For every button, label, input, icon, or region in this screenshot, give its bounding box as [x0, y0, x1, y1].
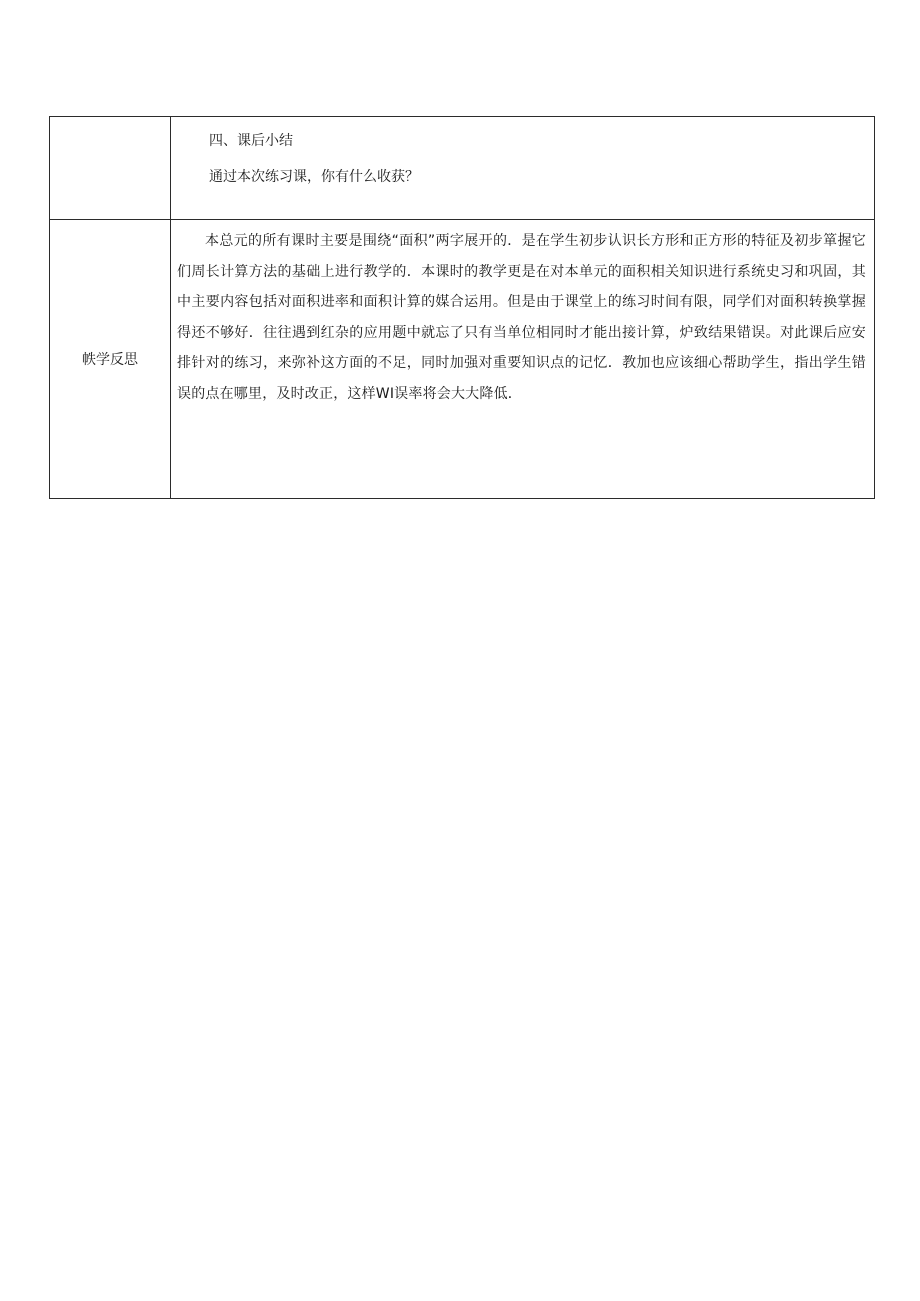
summary-content-cell: [171, 117, 875, 220]
reflection-content-cell: [171, 220, 875, 499]
lesson-plan-table: [49, 116, 875, 499]
summary-label-cell: [50, 117, 171, 220]
reflection-paragraph: 本总元的所有课时主要是围绕“面积”两字展开的．是在学生初步认识长方形和正方形的特征及初步箪握它们周长计算方法的基础上进行教学的．本课时的教学更是在对本单元的面积相关知识进行系统史习和巩固，其中主要内容包括对面积进率和面积计算的媒合运用。但是由于课堂上的练习时间有限，同学们对面积转换掌握得还不够好．往往遇到红杂的应用题中就忘了只有当单位相同时才能出接计算，炉致结果错误。对此课后应安排针对的练习，来弥补这方面的不足，同时加强对重要知识点的记忆．教加也应该细心帮助学生，指出学生错误的点在哪里，及时改正，这样WI误率将会大大降低．: [177, 233, 866, 402]
reflection-label: 帙学反思: [50, 220, 171, 499]
summary-heading: 四、课后小结: [209, 133, 293, 149]
summary-row: [50, 117, 875, 220]
reflection-row: [50, 220, 875, 499]
summary-question: 通过本次练习课，你有什么收获？: [209, 169, 419, 185]
